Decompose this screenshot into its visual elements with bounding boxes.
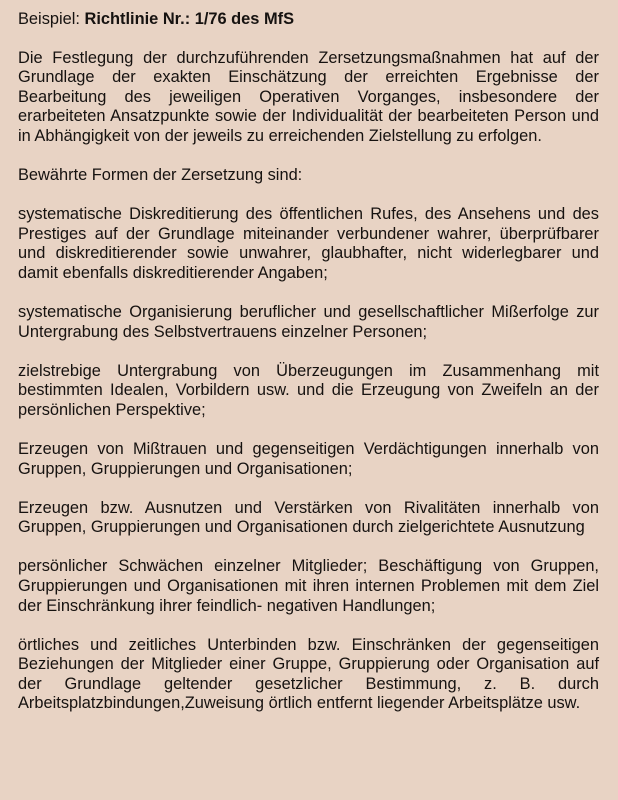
paragraph-schwaechen: persönlicher Schwächen einzelner Mitglieder; Beschäftigung von Gruppen, Gruppierungen und Organisationen mit ihren internen Problemen mit dem Ziel der Einschränkung ihrer feindlich- negativen Handlungen; bbox=[18, 557, 599, 615]
paragraph-intro: Die Festlegung der durchzuführenden Zersetzungsmaßnahmen hat auf der Grundlage der exakten Einschätzung der erreichten Ergebnisse der Bearbeitung des jeweiligen Operativen Vorganges, insbesondere der erarbeiteten Ansatzpunkte sowie der Individualität der bearbeiteten Person und in Abhängigkeit von der jeweils zu erreichenden Zielstellung zu erfolgen. bbox=[18, 48, 599, 145]
paragraph-unterbinden: örtliches und zeitliches Unterbinden bzw. Einschränken der gegenseitigen Beziehungen der Mitglieder einer Gruppe, Gruppierung oder Organisation auf der Grundlage geltender gesetzlicher Bestimmung, z. B. durch Arbeitsplatzbindungen,Zuweisung örtlich entfernt liegender Arbeitsplätze usw. bbox=[18, 635, 599, 713]
heading-title: Richtlinie Nr.: 1/76 des MfS bbox=[84, 10, 295, 28]
paragraph-ueberzeugungen: zielstrebige Untergrabung von Überzeugungen im Zusammenhang mit bestimmten Idealen, Vorbildern usw. und die Erzeugung von Zweifeln an der persönlichen Perspektive; bbox=[18, 361, 599, 419]
paragraph-misserfolge: systematische Organisierung beruflicher und gesellschaftlicher Mißerfolge zur Untergrabung des Selbstvertrauens einzelner Personen; bbox=[18, 303, 599, 341]
heading-prefix: Beispiel: bbox=[18, 10, 85, 28]
paragraph-diskreditierung: systematische Diskreditierung des öffentlichen Rufes, des Ansehens und des Prestiges auf der Grundlage miteinander verbundener wahrer, überprüfbarer und diskreditierender sowie unwahrer, glaubhafter, nicht widerlegbarer und damit ebenfalls diskreditierender Angaben; bbox=[18, 205, 599, 282]
paragraph-forms-heading: Bewährte Formen der Zersetzung sind: bbox=[18, 166, 303, 185]
paragraph-misstrauen: Erzeugen von Mißtrauen und gegenseitigen Verdächtigungen innerhalb von Gruppen, Gruppierungen und Organisationen; bbox=[18, 440, 599, 478]
paragraph-rivalitaeten: Erzeugen bzw. Ausnutzen und Verstärken von Rivalitäten innerhalb von Gruppen, Gruppierungen und Organisationen durch zielgerichtete Ausnutzung bbox=[18, 498, 599, 537]
document-heading bbox=[18, 10, 599, 30]
